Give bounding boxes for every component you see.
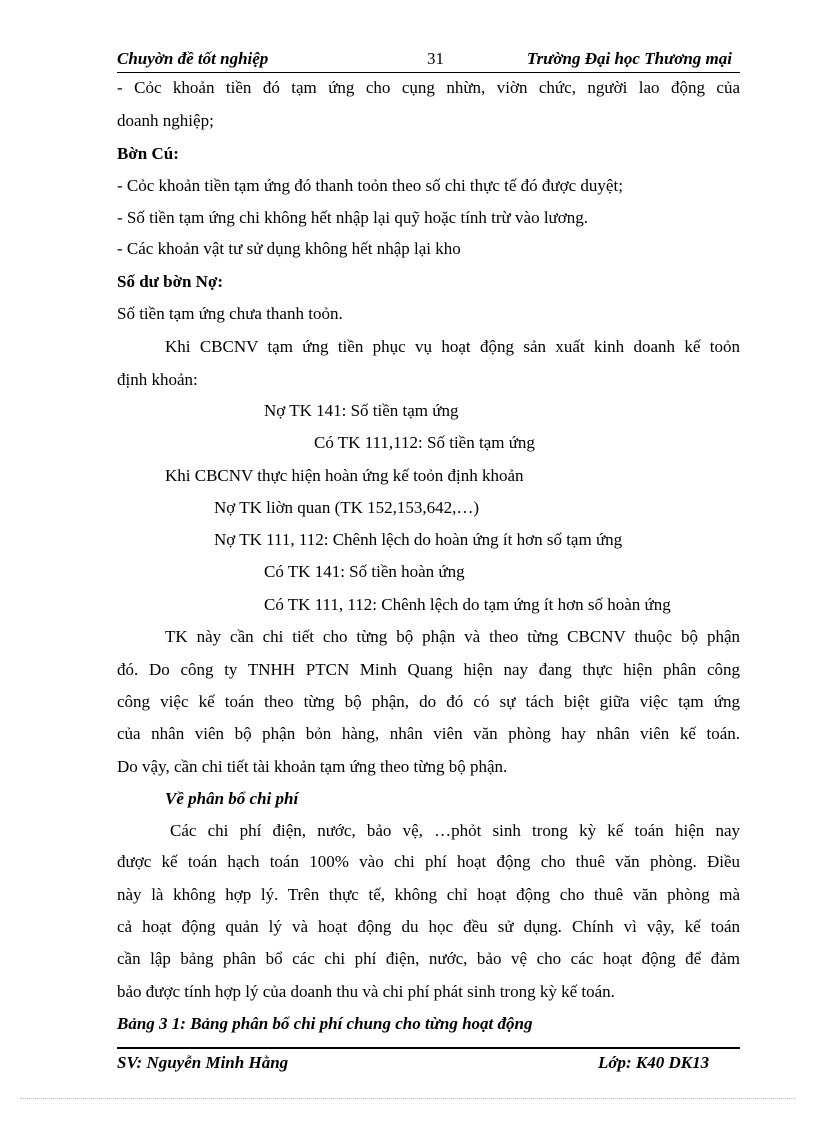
journal-entry-line: Nợ TK 141: Số tiền tạm ứng <box>264 401 459 420</box>
paragraph-line: - Cỏc khoản tiền tạm ứng đó thanh toỏn theo số chi thực tế đó được duyệt; <box>117 176 623 195</box>
paragraph-line: này là không hợp lý. Trên thực tế, không chỉ hoạt động cho thuê văn phòng mà <box>117 885 740 904</box>
paragraph-line: Khi CBCNV thực hiện hoàn ứng kế toỏn định khoản <box>165 466 524 485</box>
table-caption: Bảng 3 1: Bảng phân bổ chi phí chung cho từng hoạt động <box>117 1014 533 1033</box>
journal-entry-line: Nợ TK liờn quan (TK 152,153,642,…) <box>214 498 480 517</box>
journal-entry-line: Có TK 111, 112: Chênh lệch do tạm ứng ít hơn số hoàn ứng <box>264 595 671 614</box>
journal-entry-line: Nợ TK 111, 112: Chênh lệch do hoàn ứng ít hơn số tạm ứng <box>214 530 623 549</box>
section-heading-phan-bo: Về phân bổ chi phí <box>165 789 299 808</box>
paragraph-line: Số tiền tạm ứng chưa thanh toỏn. <box>117 304 343 323</box>
section-heading-ben-co: Bờn Cú: <box>117 144 179 163</box>
paragraph-line: đó. Do công ty TNHH PTCN Minh Quang hiện nay đang thực hiện phân công <box>117 660 740 679</box>
journal-entry-line: Có TK 141: Số tiền hoàn ứng <box>264 562 465 581</box>
footer-rule <box>117 1047 740 1049</box>
section-heading-so-du: Số dư bờn Nợ: <box>117 272 224 291</box>
paragraph-line: Khi CBCNV tạm ứng tiền phục vụ hoạt động sản xuất kinh doanh kế toỏn <box>165 337 740 356</box>
footer-student-name: SV: Nguyễn Minh Hằng <box>117 1053 289 1072</box>
paragraph-line: doanh nghiệp; <box>117 111 214 130</box>
header-thesis-title: Chuyờn đề tốt nghiệp <box>117 49 269 68</box>
paragraph-line: định khoản: <box>117 370 198 389</box>
paragraph-line: - Số tiền tạm ứng chi không hết nhập lại quỹ hoặc tính trừ vào lương. <box>117 208 588 227</box>
paragraph-line: cần lập bảng phân bổ các chi phí điện, nước, bảo vệ cho các hoạt động để đảm <box>117 949 740 968</box>
page-header <box>117 48 740 73</box>
paragraph-line: TK này cần chi tiết cho từng bộ phận và theo từng CBCNV thuộc bộ phận <box>165 627 740 646</box>
paragraph-line: công việc kế toán theo từng bộ phận, do đó có sự tách biệt giữa việc tạm ứng <box>117 692 740 711</box>
paragraph-line: được kế toán hạch toán 100% vào chi phí hoạt động cho thuê văn phòng. Điều <box>117 852 740 871</box>
paragraph-line: - Cỏc khoản tiền đó tạm ứng cho cụng nhừn, viờn chức, người lao động của <box>117 78 740 97</box>
paragraph-line: bảo được tính hợp lý của doanh thu và chi phí phát sinh trong kỳ kế toán. <box>117 982 615 1001</box>
footer-class: Lớp: K40 DK13 <box>598 1053 710 1072</box>
paragraph-line: của nhân viên bộ phận bỏn hàng, nhân viên văn phòng hay nhân viên kế toán. <box>117 724 740 743</box>
paragraph-line: Do vậy, cần chi tiết tài khoản tạm ứng theo từng bộ phận. <box>117 757 508 776</box>
paragraph-line: cả hoạt động quản lý và hoạt động du học đều sử dụng. Chính vì vậy, kế toán <box>117 917 740 936</box>
journal-entry-line: Có TK 111,112: Số tiền tạm ứng <box>314 433 535 452</box>
paragraph-line: Các chi phí điện, nước, bảo vệ, …phỏt sinh trong kỳ kế toán hiện nay <box>170 821 740 840</box>
page-number: 31 <box>427 49 444 68</box>
header-university: Trường Đại học Thương mại <box>526 49 732 68</box>
paragraph-line: - Các khoản vật tư sử dụng không hết nhập lại kho <box>117 239 461 258</box>
page-bottom-divider <box>20 1098 796 1099</box>
